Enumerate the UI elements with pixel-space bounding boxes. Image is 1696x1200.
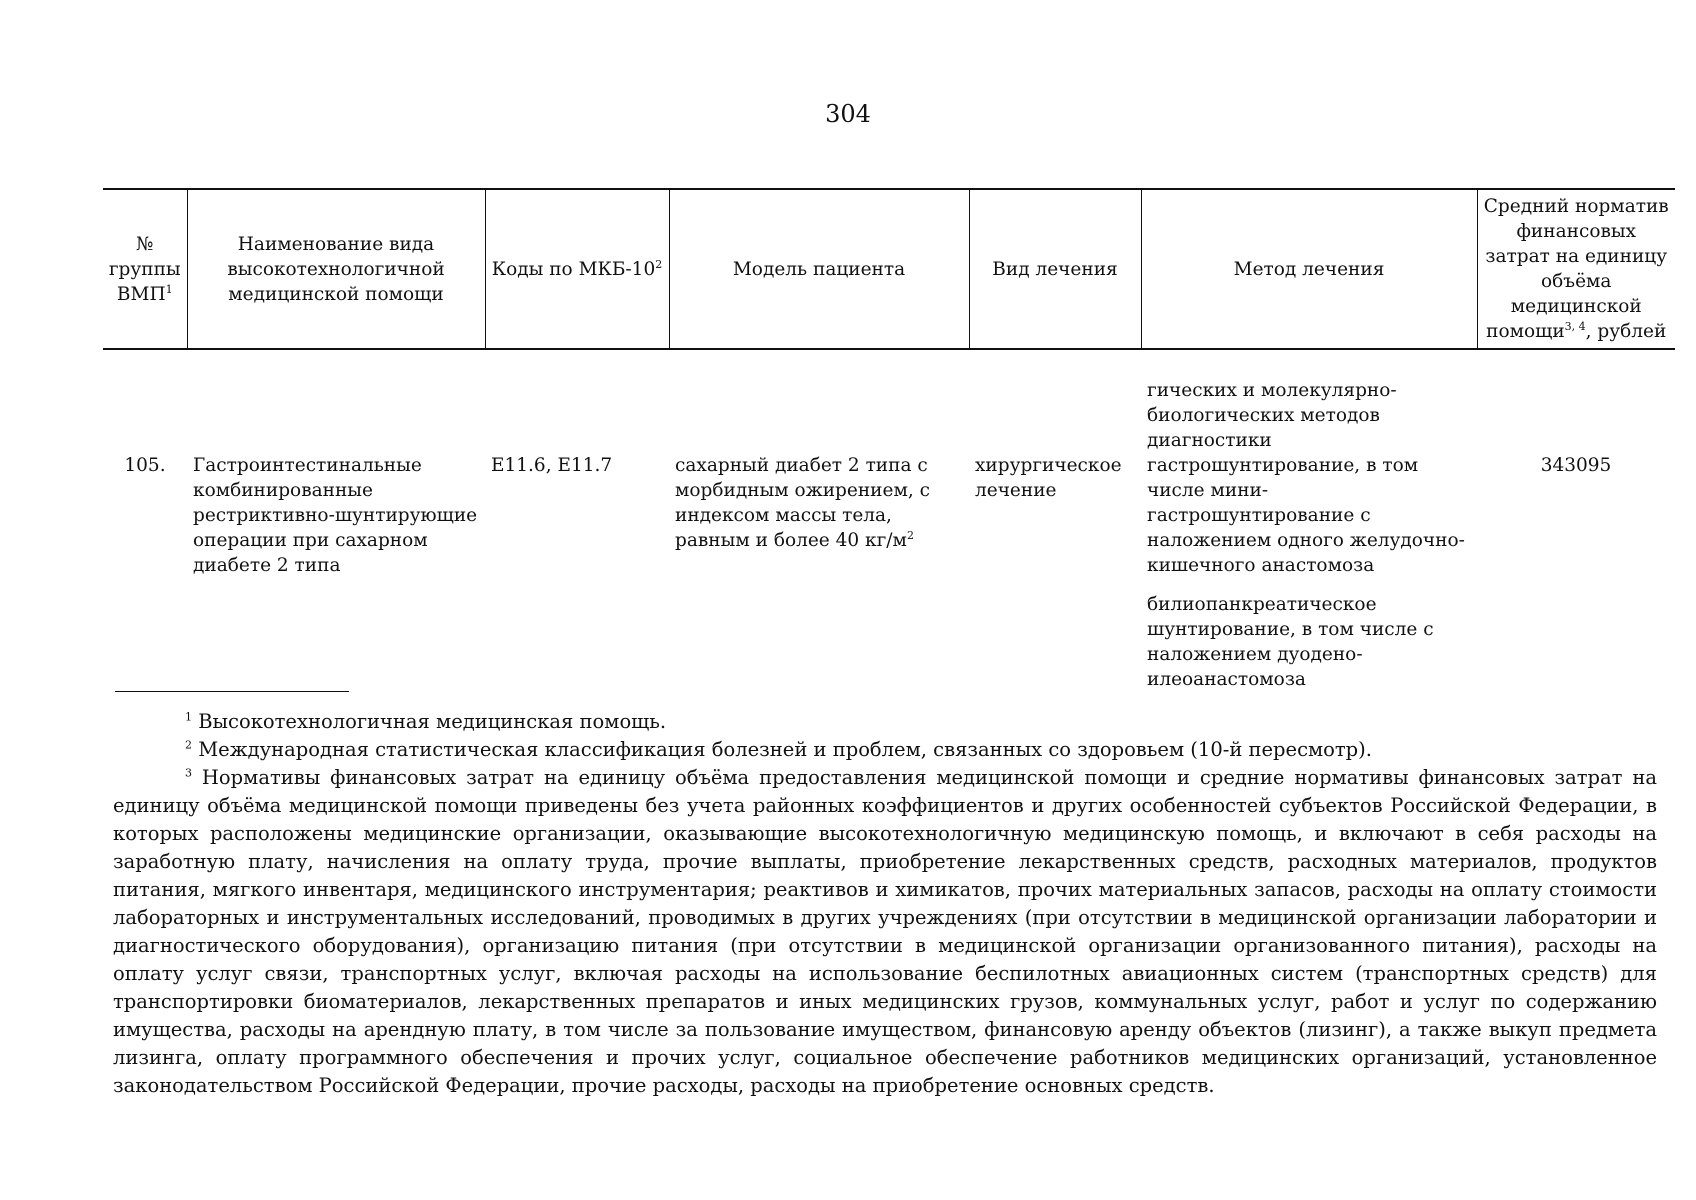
footnote-1: $^1$ Высокотехнологичная медицинская помощь.: [185, 710, 667, 733]
row-group-number: 105.: [124, 455, 166, 476]
table-row: [103, 453, 1675, 706]
row-icd-codes: E11.6, E11.7: [491, 455, 613, 476]
header-treatment-method: Метод лечения: [1141, 189, 1477, 349]
table-row-continuation: [103, 378, 1675, 453]
row-treatment-methods: [1141, 453, 1477, 706]
page-number: 304: [825, 100, 871, 128]
header-group-number: № группы ВМП$^1$: [108, 233, 181, 305]
header-icd-codes: Коды по МКБ-$10^2$: [485, 189, 669, 349]
continuation-method: гических и молекулярно-биологических методов диагностики: [1147, 380, 1397, 451]
treatment-method-1: гастрошунтирование, в том числе мини-гастрошунтирование с наложением одного желудочно-кишечного анастомоза: [1147, 455, 1465, 576]
row-average-cost: 343095: [1540, 455, 1612, 476]
table-header-row: [103, 189, 1675, 349]
footnote-2: $^2$ Международная статистическая классификация болезней и проблем, связанных со здоровьем (10-й пересмотр).: [185, 738, 1372, 761]
header-average-cost: Средний норматив финансовых затрат на единицу объёма медицинской помощи$^{3, 4}$, рублей: [1477, 189, 1675, 349]
footnote-3: $^3$ Нормативы финансовых затрат на единицу объёма предоставления медицинской помощи и средние нормативы финансовых затрат на единицу объёма медицинской помощи приведены без учета районных коэффициентов и других особенностей субъектов Российской Федерации, в которых расположены медицинские организации, оказывающие высокотехнологичную медицинскую помощь, и включают в себя расходы на заработную плату, начисления на оплату труда, прочие выплаты, приобретение лекарственных средств, расходных материалов, продуктов питания, мягкого инвентаря, медицинского инструментария; реактивов и химикатов, прочих материальных запасов, расходы на оплату стоимости лабораторных и инструментальных исследований, проводимых в других учреждениях (при отсутствии в медицинской организации лаборатории и диагностического оборудования), организацию питания (при отсутствии в медицинской организации организованного питания), расходы на оплату услуг связи, транспортных услуг, включая расходы на использование беспилотных авиационных систем (транспортных средств) для транспортировки биоматериалов, лекарственных препаратов и иных медицинских грузов, коммунальных услуг, работ и услуг по содержанию имущества, расходы на арендную плату, в том числе за пользование имуществом, финансовую аренду объектов (лизинг), а также выкуп предмета лизинга, оплату программного обеспечения и прочих услуг, социальное обеспечение работников медицинских организаций, установленное законодательством Российской Федерации, прочие расходы, расходы на приобретение основных средств.: [113, 766, 1657, 1097]
row-treatment-type: хирургическое лечение: [975, 455, 1122, 501]
row-care-type-name: Гастроинтестинальные комбинированные рестриктивно-шунтирующие операции при сахарном диабете 2 типа: [193, 455, 478, 576]
treatment-method-2: билиопанкреатическое шунтирование, в том числе с наложением дуодено-илеоанастомоза: [1147, 594, 1434, 690]
header-patient-model: Модель пациента: [669, 189, 969, 349]
vmp-table: [103, 188, 1675, 706]
row-patient-model: сахарный диабет 2 типа с морбидным ожирением, с индексом массы тела, равным и более 40 $кг/м^2$: [675, 455, 930, 551]
footnote-divider: [115, 691, 349, 692]
footnotes: [113, 708, 1657, 1100]
header-treatment-type: Вид лечения: [969, 189, 1141, 349]
header-care-type-name: Наименование вида высокотехнологичной медицинской помощи: [187, 189, 485, 349]
